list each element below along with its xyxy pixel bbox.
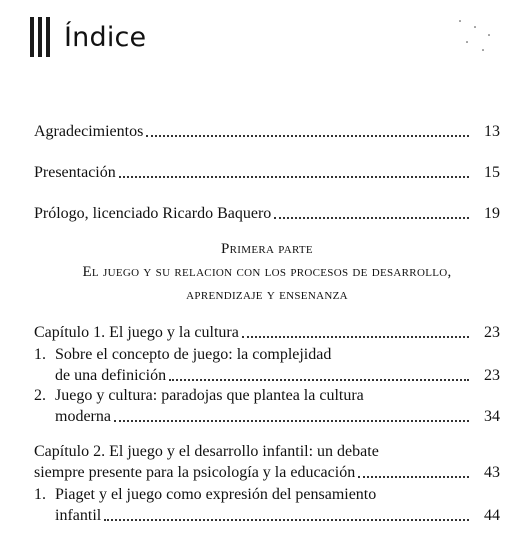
part-title-line: El juego y su relacion con los procesos de desarrollo, [82,264,452,280]
leader-dots [242,335,469,338]
entry-title: moderna [55,408,111,425]
toc-entry-presentacion[interactable] [34,162,500,183]
section-marker: 1. [34,486,46,503]
entry-title: Capítulo 1. El juego y la cultura [34,324,239,341]
toc-entry-section-2-1[interactable] [34,484,500,526]
entry-page: 15 [484,164,500,181]
entry-title: de una definición [55,367,167,384]
entry-page: 23 [484,324,500,341]
scan-speck [488,34,490,36]
toc-entry-chapter-2[interactable] [34,441,500,483]
entry-page: 13 [484,123,500,140]
entry-title-line: 1. Piaget y el juego como expresión del pensamiento [34,486,377,503]
entry-page: 19 [484,205,500,222]
leader-dots [169,378,469,381]
section-marker: 1. [34,346,46,363]
entry-page: 34 [484,408,500,425]
entry-title: Presentación [34,164,116,181]
part-heading [34,238,500,307]
leader-dots [119,175,469,178]
scan-speck [459,20,461,22]
leader-dots [358,475,469,478]
entry-title-line: 2. Juego y cultura: paradojas que plantea la cultura [34,387,364,404]
scan-speck [466,41,468,43]
scan-speck [482,49,484,51]
entry-title: siempre presente para la psicología y la educación [34,464,356,481]
leader-dots [274,216,469,219]
section-marker: 2. [34,387,46,404]
entry-title-line: 1. Sobre el concepto de juego: la complejidad [34,346,332,363]
entry-page: 43 [484,464,500,481]
toc-entry-agradecimientos[interactable] [34,121,500,142]
scan-speck [474,26,476,28]
entry-page: 23 [484,367,500,384]
entry-title-line: Capítulo 2. El juego y el desarrollo infantil: un debate [34,443,379,460]
entry-title: Agradecimientos [34,123,144,140]
page-header [30,14,146,60]
page-title: Índice [64,21,147,53]
toc-entry-section-1-2[interactable] [34,385,500,427]
toc-entry-prologo[interactable] [34,203,500,224]
toc-entry-section-1-1[interactable] [34,344,500,386]
part-label: Primera parte [221,241,313,257]
toc-entry-chapter-1[interactable] [34,322,500,343]
leader-dots [104,518,469,521]
entry-page: 44 [484,507,500,524]
part-title-line: aprendizaje y ensenanza [186,287,348,303]
leader-dots [114,419,469,422]
entry-title: infantil [55,507,102,524]
section-bars-icon [30,17,50,57]
leader-dots [146,134,469,137]
entry-title: Prólogo, licenciado Ricardo Baquero [34,205,272,222]
